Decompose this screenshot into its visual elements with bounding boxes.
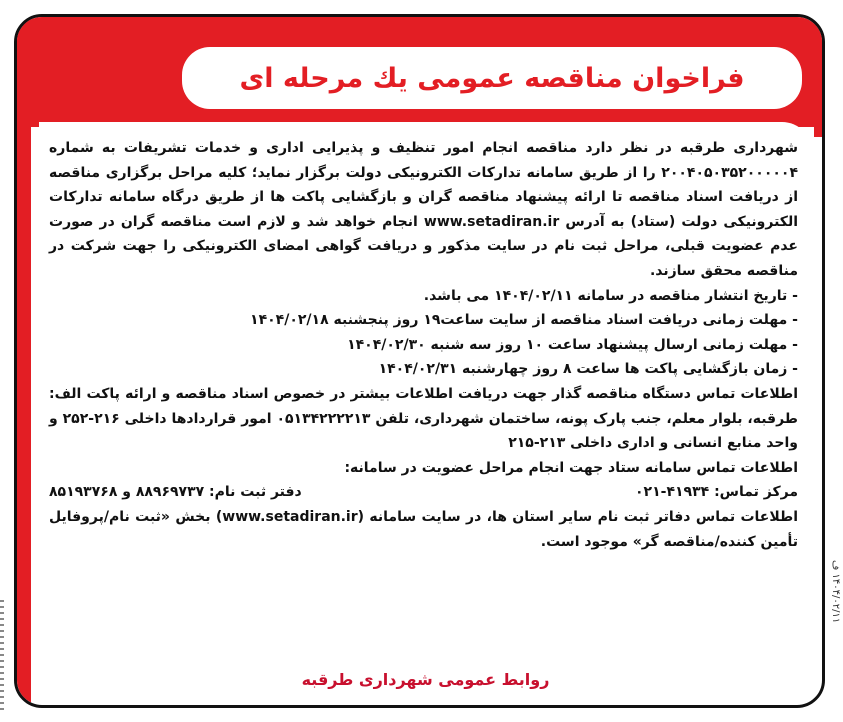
- setad-heading: اطلاعات تماس سامانه ستاد جهت انجام مراحل عضویت در سامانه:: [344, 459, 798, 476]
- side-code: ۱۴۰۴/۰۲/۱۱ ف: [830, 560, 841, 624]
- registration-office: دفتر ثبت نام: ۸۸۹۶۹۷۳۷ و ۸۵۱۹۳۷۶۸: [49, 484, 302, 501]
- notice-title: فراخوان مناقصه عمومی یك مرحله ای: [239, 62, 745, 94]
- signature-area: [39, 661, 812, 697]
- red-right-band: [814, 17, 822, 137]
- date-item-documents: - مهلت زمانی دریافت اسناد مناقصه از سایت ساعت۱۹ روز پنجشنبه ۱۴۰۴/۰۲/۱۸: [250, 312, 798, 329]
- intro-paragraph: شهرداری طرقبه در نظر دارد مناقصه انجام امور تنظیف و پذیرایی اداری و خدمات تشریفات به شماره ۲۰۰۴۰۵۰۳۵۲۰۰۰۰۰۴ را از طریق سامانه تدارکات الکترونیکی دولت برگزار نماید؛ کلیه مراحل برگزاری مناقصه از دریافت اسناد مناقصه تا ارائه پیشنهاد مناقصه گران و بازگشایی پاکت ها از طریق درگاه سامانه تدارکات الکترونیکی دولت (ستاد) به آدرس www.setadiran.ir انجام خواهد شد و لازم است مناقصه گران در صورت عدم عضویت قبلی، مراحل ثبت نام در سایت مذکور و دریافت گواهی امضای الکترونیکی را جهت شرکت در مناقصه محقق سازند.: [49, 140, 798, 279]
- signature-text: روابط عمومی شهرداری طرقبه: [301, 669, 550, 689]
- provinces-paragraph: اطلاعات تماس دفاتر ثبت نام سایر استان ها، در سایت سامانه (www.setadiran.ir) بخش «ثبت نام/پروفایل تأمین کننده/مناقصه گر» موجود است.: [49, 508, 798, 550]
- notice-frame: [14, 14, 825, 708]
- setad-contact-row: [49, 480, 798, 505]
- date-item-opening: - زمان بازگشایی پاکت ها ساعت ۸ روز چهارشنبه ۱۴۰۴/۰۲/۳۱: [378, 361, 798, 378]
- date-item-publish: - تاریخ انتشار مناقصه در سامانه ۱۴۰۴/۰۲/۱۱ می باشد.: [423, 287, 798, 304]
- contact-center: مرکز تماس: ۴۱۹۳۴-۰۲۱: [635, 484, 798, 501]
- notice-body: [39, 122, 812, 661]
- date-item-submission: - مهلت زمانی ارسال پیشنهاد ساعت ۱۰ روز سه شنبه ۱۴۰۴/۰۲/۳۰: [347, 336, 798, 353]
- contact-paragraph: اطلاعات تماس دستگاه مناقصه گذار جهت دریافت اطلاعات بیشتر در خصوص اسناد مناقصه و ارائه پاکت الف: طرقبه، بلوار معلم، جنب پارک پونه، ساختمان شهرداری، تلفن ۰۵۱۳۴۲۲۲۲۱۳ امور قراردادها داخلی ۲۱۶-۲۵۲ و واحد منابع انسانی و اداری داخلی ۲۱۳-۲۱۵: [49, 385, 798, 452]
- side-ticks: [0, 600, 4, 710]
- title-box: [182, 47, 802, 109]
- red-left-band: [17, 17, 31, 705]
